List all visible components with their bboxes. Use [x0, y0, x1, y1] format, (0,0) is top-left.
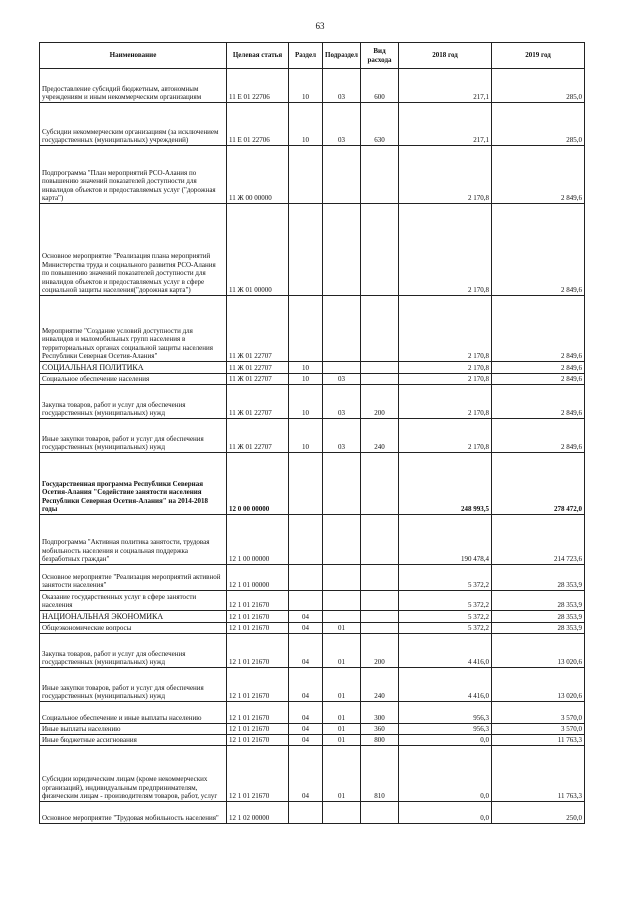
row-target-cell: 11 Ж 01 22707 — [227, 419, 289, 453]
row-section-cell: 04 — [289, 634, 323, 668]
row-2019-cell: 13 020,6 — [492, 668, 585, 702]
row-subsection-cell — [323, 453, 361, 515]
row-expense-type-cell — [361, 146, 399, 204]
row-expense-type-cell — [361, 204, 399, 296]
table-row — [40, 565, 585, 591]
row-expense-type-cell: 600 — [361, 69, 399, 103]
table-row — [40, 735, 585, 746]
row-target-cell: 12 1 00 00000 — [227, 515, 289, 565]
row-2018-cell: 2 170,8 — [399, 374, 492, 385]
header-expense-type: Вид расхода — [361, 43, 399, 69]
row-2019-cell: 2 849,6 — [492, 385, 585, 419]
row-subsection-cell: 01 — [323, 746, 361, 802]
header-subsection: Подраздел — [323, 43, 361, 69]
header-2018: 2018 год — [399, 43, 492, 69]
row-subsection-cell: 01 — [323, 702, 361, 724]
table-row — [40, 611, 585, 623]
row-expense-type-cell: 800 — [361, 735, 399, 746]
row-expense-type-cell — [361, 515, 399, 565]
row-name-cell: Подпрограмма "План мероприятий РСО-Алания по повышению значений показателей доступности для инвалидов объектов и предоставляемых услуг ("дорожная карта") — [40, 146, 227, 204]
header-2019: 2019 год — [492, 43, 585, 69]
row-section-cell — [289, 146, 323, 204]
row-section-cell: 10 — [289, 69, 323, 103]
row-subsection-cell — [323, 611, 361, 623]
row-target-cell: 11 Ж 01 22707 — [227, 296, 289, 362]
row-2018-cell: 2 170,8 — [399, 419, 492, 453]
row-name-cell: Иные бюджетные ассигнования — [40, 735, 227, 746]
row-2019-cell: 2 849,6 — [492, 296, 585, 362]
row-expense-type-cell — [361, 802, 399, 824]
row-2018-cell: 5 372,2 — [399, 611, 492, 623]
row-subsection-cell: 01 — [323, 724, 361, 735]
row-2018-cell: 248 993,5 — [399, 453, 492, 515]
row-section-cell — [289, 565, 323, 591]
row-name-cell: Субсидии некоммерческим организациям (за исключением государственных (муниципальных) учреждений) — [40, 103, 227, 146]
row-expense-type-cell: 200 — [361, 385, 399, 419]
row-2019-cell: 3 570,0 — [492, 724, 585, 735]
row-2019-cell: 250,0 — [492, 802, 585, 824]
row-name-cell: Закупка товаров, работ и услуг для обеспечения государственных (муниципальных) нужд — [40, 634, 227, 668]
row-2018-cell: 4 416,0 — [399, 634, 492, 668]
row-target-cell: 11 Ж 01 22707 — [227, 385, 289, 419]
row-2019-cell: 28 353,9 — [492, 591, 585, 611]
row-name-cell: Общеэкономические вопросы — [40, 623, 227, 634]
row-section-cell: 04 — [289, 623, 323, 634]
row-2019-cell: 214 723,6 — [492, 515, 585, 565]
row-target-cell: 11 Е 01 22706 — [227, 103, 289, 146]
table-row — [40, 668, 585, 702]
row-name-cell: Предоставление субсидий бюджетным, автономным учреждениям и иным некоммерческим организациям — [40, 69, 227, 103]
row-2019-cell: 13 020,6 — [492, 634, 585, 668]
row-2019-cell: 11 763,3 — [492, 746, 585, 802]
row-target-cell: 11 Ж 00 00000 — [227, 146, 289, 204]
table-row — [40, 103, 585, 146]
row-target-cell: 11 Е 01 22706 — [227, 69, 289, 103]
row-2018-cell: 2 170,8 — [399, 385, 492, 419]
table-row — [40, 453, 585, 515]
row-2018-cell: 5 372,2 — [399, 565, 492, 591]
row-name-cell: Иные закупки товаров, работ и услуг для обеспечения государственных (муниципальных) нужд — [40, 668, 227, 702]
row-expense-type-cell — [361, 362, 399, 374]
row-target-cell: 12 1 01 21670 — [227, 668, 289, 702]
row-subsection-cell: 03 — [323, 419, 361, 453]
row-expense-type-cell — [361, 453, 399, 515]
table-row — [40, 746, 585, 802]
row-section-cell: 04 — [289, 702, 323, 724]
row-subsection-cell — [323, 802, 361, 824]
row-expense-type-cell: 240 — [361, 668, 399, 702]
row-expense-type-cell: 200 — [361, 634, 399, 668]
row-section-cell: 10 — [289, 374, 323, 385]
row-name-cell: Оказание государственных услуг в сфере занятости населения — [40, 591, 227, 611]
table-row — [40, 724, 585, 735]
row-2018-cell: 2 170,8 — [399, 296, 492, 362]
row-section-cell: 10 — [289, 419, 323, 453]
table-row — [40, 362, 585, 374]
row-target-cell: 12 1 01 21670 — [227, 591, 289, 611]
row-section-cell: 04 — [289, 746, 323, 802]
row-name-cell: Социальное обеспечение и иные выплаты населению — [40, 702, 227, 724]
row-name-cell: Основное мероприятие "Реализация мероприятий активной занятости населения" — [40, 565, 227, 591]
row-2019-cell: 11 763,3 — [492, 735, 585, 746]
row-section-cell: 04 — [289, 668, 323, 702]
row-expense-type-cell — [361, 623, 399, 634]
row-target-cell: 12 1 01 21670 — [227, 724, 289, 735]
table-row — [40, 385, 585, 419]
row-2018-cell: 2 170,8 — [399, 146, 492, 204]
row-2018-cell: 190 478,4 — [399, 515, 492, 565]
row-target-cell: 12 1 01 21670 — [227, 611, 289, 623]
row-subsection-cell: 03 — [323, 385, 361, 419]
row-section-cell: 10 — [289, 385, 323, 419]
row-target-cell: 12 1 01 00000 — [227, 565, 289, 591]
table-row — [40, 146, 585, 204]
row-subsection-cell — [323, 204, 361, 296]
row-expense-type-cell: 810 — [361, 746, 399, 802]
row-target-cell: 12 1 01 21670 — [227, 634, 289, 668]
row-2019-cell: 285,0 — [492, 69, 585, 103]
row-name-cell: НАЦИОНАЛЬНАЯ ЭКОНОМИКА — [40, 611, 227, 623]
row-expense-type-cell: 630 — [361, 103, 399, 146]
header-name: Наименование — [40, 43, 227, 69]
row-section-cell — [289, 204, 323, 296]
row-2018-cell: 5 372,2 — [399, 623, 492, 634]
row-name-cell: Социальное обеспечение населения — [40, 374, 227, 385]
row-target-cell: 12 1 01 21670 — [227, 702, 289, 724]
row-name-cell: Субсидии юридическим лицам (кроме некоммерческих организаций), индивидуальным предпринимателям, физическим лицам - производителям товаров, работ, услуг — [40, 746, 227, 802]
row-name-cell: Иные закупки товаров, работ и услуг для обеспечения государственных (муниципальных) нужд — [40, 419, 227, 453]
table-row — [40, 623, 585, 634]
row-target-cell: 12 1 01 21670 — [227, 623, 289, 634]
row-2019-cell: 28 353,9 — [492, 611, 585, 623]
row-subsection-cell — [323, 362, 361, 374]
row-section-cell — [289, 453, 323, 515]
table-row — [40, 204, 585, 296]
row-target-cell: 12 1 01 21670 — [227, 746, 289, 802]
row-2018-cell: 2 170,8 — [399, 204, 492, 296]
row-subsection-cell — [323, 296, 361, 362]
row-subsection-cell: 03 — [323, 103, 361, 146]
row-expense-type-cell — [361, 591, 399, 611]
row-expense-type-cell — [361, 611, 399, 623]
row-section-cell — [289, 802, 323, 824]
row-subsection-cell — [323, 591, 361, 611]
row-expense-type-cell: 240 — [361, 419, 399, 453]
row-subsection-cell: 03 — [323, 374, 361, 385]
row-subsection-cell: 01 — [323, 634, 361, 668]
row-section-cell — [289, 515, 323, 565]
row-2019-cell: 3 570,0 — [492, 702, 585, 724]
header-target: Целевая статья — [227, 43, 289, 69]
table-row — [40, 374, 585, 385]
row-target-cell: 12 1 02 00000 — [227, 802, 289, 824]
table-row — [40, 591, 585, 611]
row-expense-type-cell — [361, 565, 399, 591]
row-2019-cell: 285,0 — [492, 103, 585, 146]
row-2019-cell: 2 849,6 — [492, 146, 585, 204]
row-target-cell: 11 Ж 01 22707 — [227, 374, 289, 385]
row-name-cell: Закупка товаров, работ и услуг для обеспечения государственных (муниципальных) нужд — [40, 385, 227, 419]
table-row — [40, 634, 585, 668]
table-row — [40, 515, 585, 565]
table-row — [40, 296, 585, 362]
row-2019-cell: 2 849,6 — [492, 362, 585, 374]
row-2019-cell: 2 849,6 — [492, 374, 585, 385]
row-2018-cell: 956,3 — [399, 724, 492, 735]
row-name-cell: СОЦИАЛЬНАЯ ПОЛИТИКА — [40, 362, 227, 374]
row-name-cell: Основное мероприятие "Трудовая мобильность населения" — [40, 802, 227, 824]
page-number: 63 — [315, 21, 325, 31]
table-row — [40, 69, 585, 103]
row-target-cell: 12 0 00 00000 — [227, 453, 289, 515]
row-section-cell: 10 — [289, 103, 323, 146]
row-subsection-cell: 03 — [323, 69, 361, 103]
row-name-cell: Мероприятие "Создание условий доступности для инвалидов и маломобильных групп населения в территориальных органах социальной защиты населения Республики Северная Осетия-Алания" — [40, 296, 227, 362]
row-name-cell: Основное мероприятие "Реализация плана мероприятий Министерства труда и социального развития РСО-Алания по повышению значений показателей доступности для инвалидов объектов и предоставляемых услуг в сфере социальной защиты населения("дорожная карта") — [40, 204, 227, 296]
row-section-cell: 04 — [289, 611, 323, 623]
header-section: Раздел — [289, 43, 323, 69]
row-section-cell: 04 — [289, 735, 323, 746]
row-expense-type-cell: 360 — [361, 724, 399, 735]
row-subsection-cell — [323, 146, 361, 204]
row-2018-cell: 0,0 — [399, 802, 492, 824]
row-2019-cell: 2 849,6 — [492, 204, 585, 296]
row-2018-cell: 5 372,2 — [399, 591, 492, 611]
row-2019-cell: 2 849,6 — [492, 419, 585, 453]
row-expense-type-cell: 300 — [361, 702, 399, 724]
row-subsection-cell: 01 — [323, 668, 361, 702]
row-2019-cell: 28 353,9 — [492, 565, 585, 591]
row-subsection-cell: 01 — [323, 735, 361, 746]
row-subsection-cell: 01 — [323, 623, 361, 634]
budget-table — [39, 42, 585, 824]
row-2018-cell: 217,1 — [399, 69, 492, 103]
row-section-cell: 04 — [289, 724, 323, 735]
row-subsection-cell — [323, 565, 361, 591]
table-header-row — [40, 43, 585, 69]
row-section-cell: 10 — [289, 362, 323, 374]
table-row — [40, 702, 585, 724]
row-2018-cell: 2 170,8 — [399, 362, 492, 374]
table-row — [40, 419, 585, 453]
row-2019-cell: 28 353,9 — [492, 623, 585, 634]
row-name-cell: Иные выплаты населению — [40, 724, 227, 735]
row-name-cell: Подпрограмма "Активная политика занятости, трудовая мобильность населения и социальная поддержка безработных граждан" — [40, 515, 227, 565]
table-row — [40, 802, 585, 824]
row-2019-cell: 278 472,0 — [492, 453, 585, 515]
row-target-cell: 12 1 01 21670 — [227, 735, 289, 746]
row-target-cell: 11 Ж 01 00000 — [227, 204, 289, 296]
row-2018-cell: 0,0 — [399, 735, 492, 746]
row-2018-cell: 0,0 — [399, 746, 492, 802]
row-expense-type-cell — [361, 296, 399, 362]
row-section-cell — [289, 591, 323, 611]
row-name-cell: Государственная программа Республики Северная Осетия-Алания "Содействие занятости населения Республики Северная Осетия-Алания" на 2014-2018 годы — [40, 453, 227, 515]
row-2018-cell: 4 416,0 — [399, 668, 492, 702]
row-2018-cell: 956,3 — [399, 702, 492, 724]
row-expense-type-cell — [361, 374, 399, 385]
row-subsection-cell — [323, 515, 361, 565]
row-target-cell: 11 Ж 01 22707 — [227, 362, 289, 374]
row-section-cell — [289, 296, 323, 362]
row-2018-cell: 217,1 — [399, 103, 492, 146]
